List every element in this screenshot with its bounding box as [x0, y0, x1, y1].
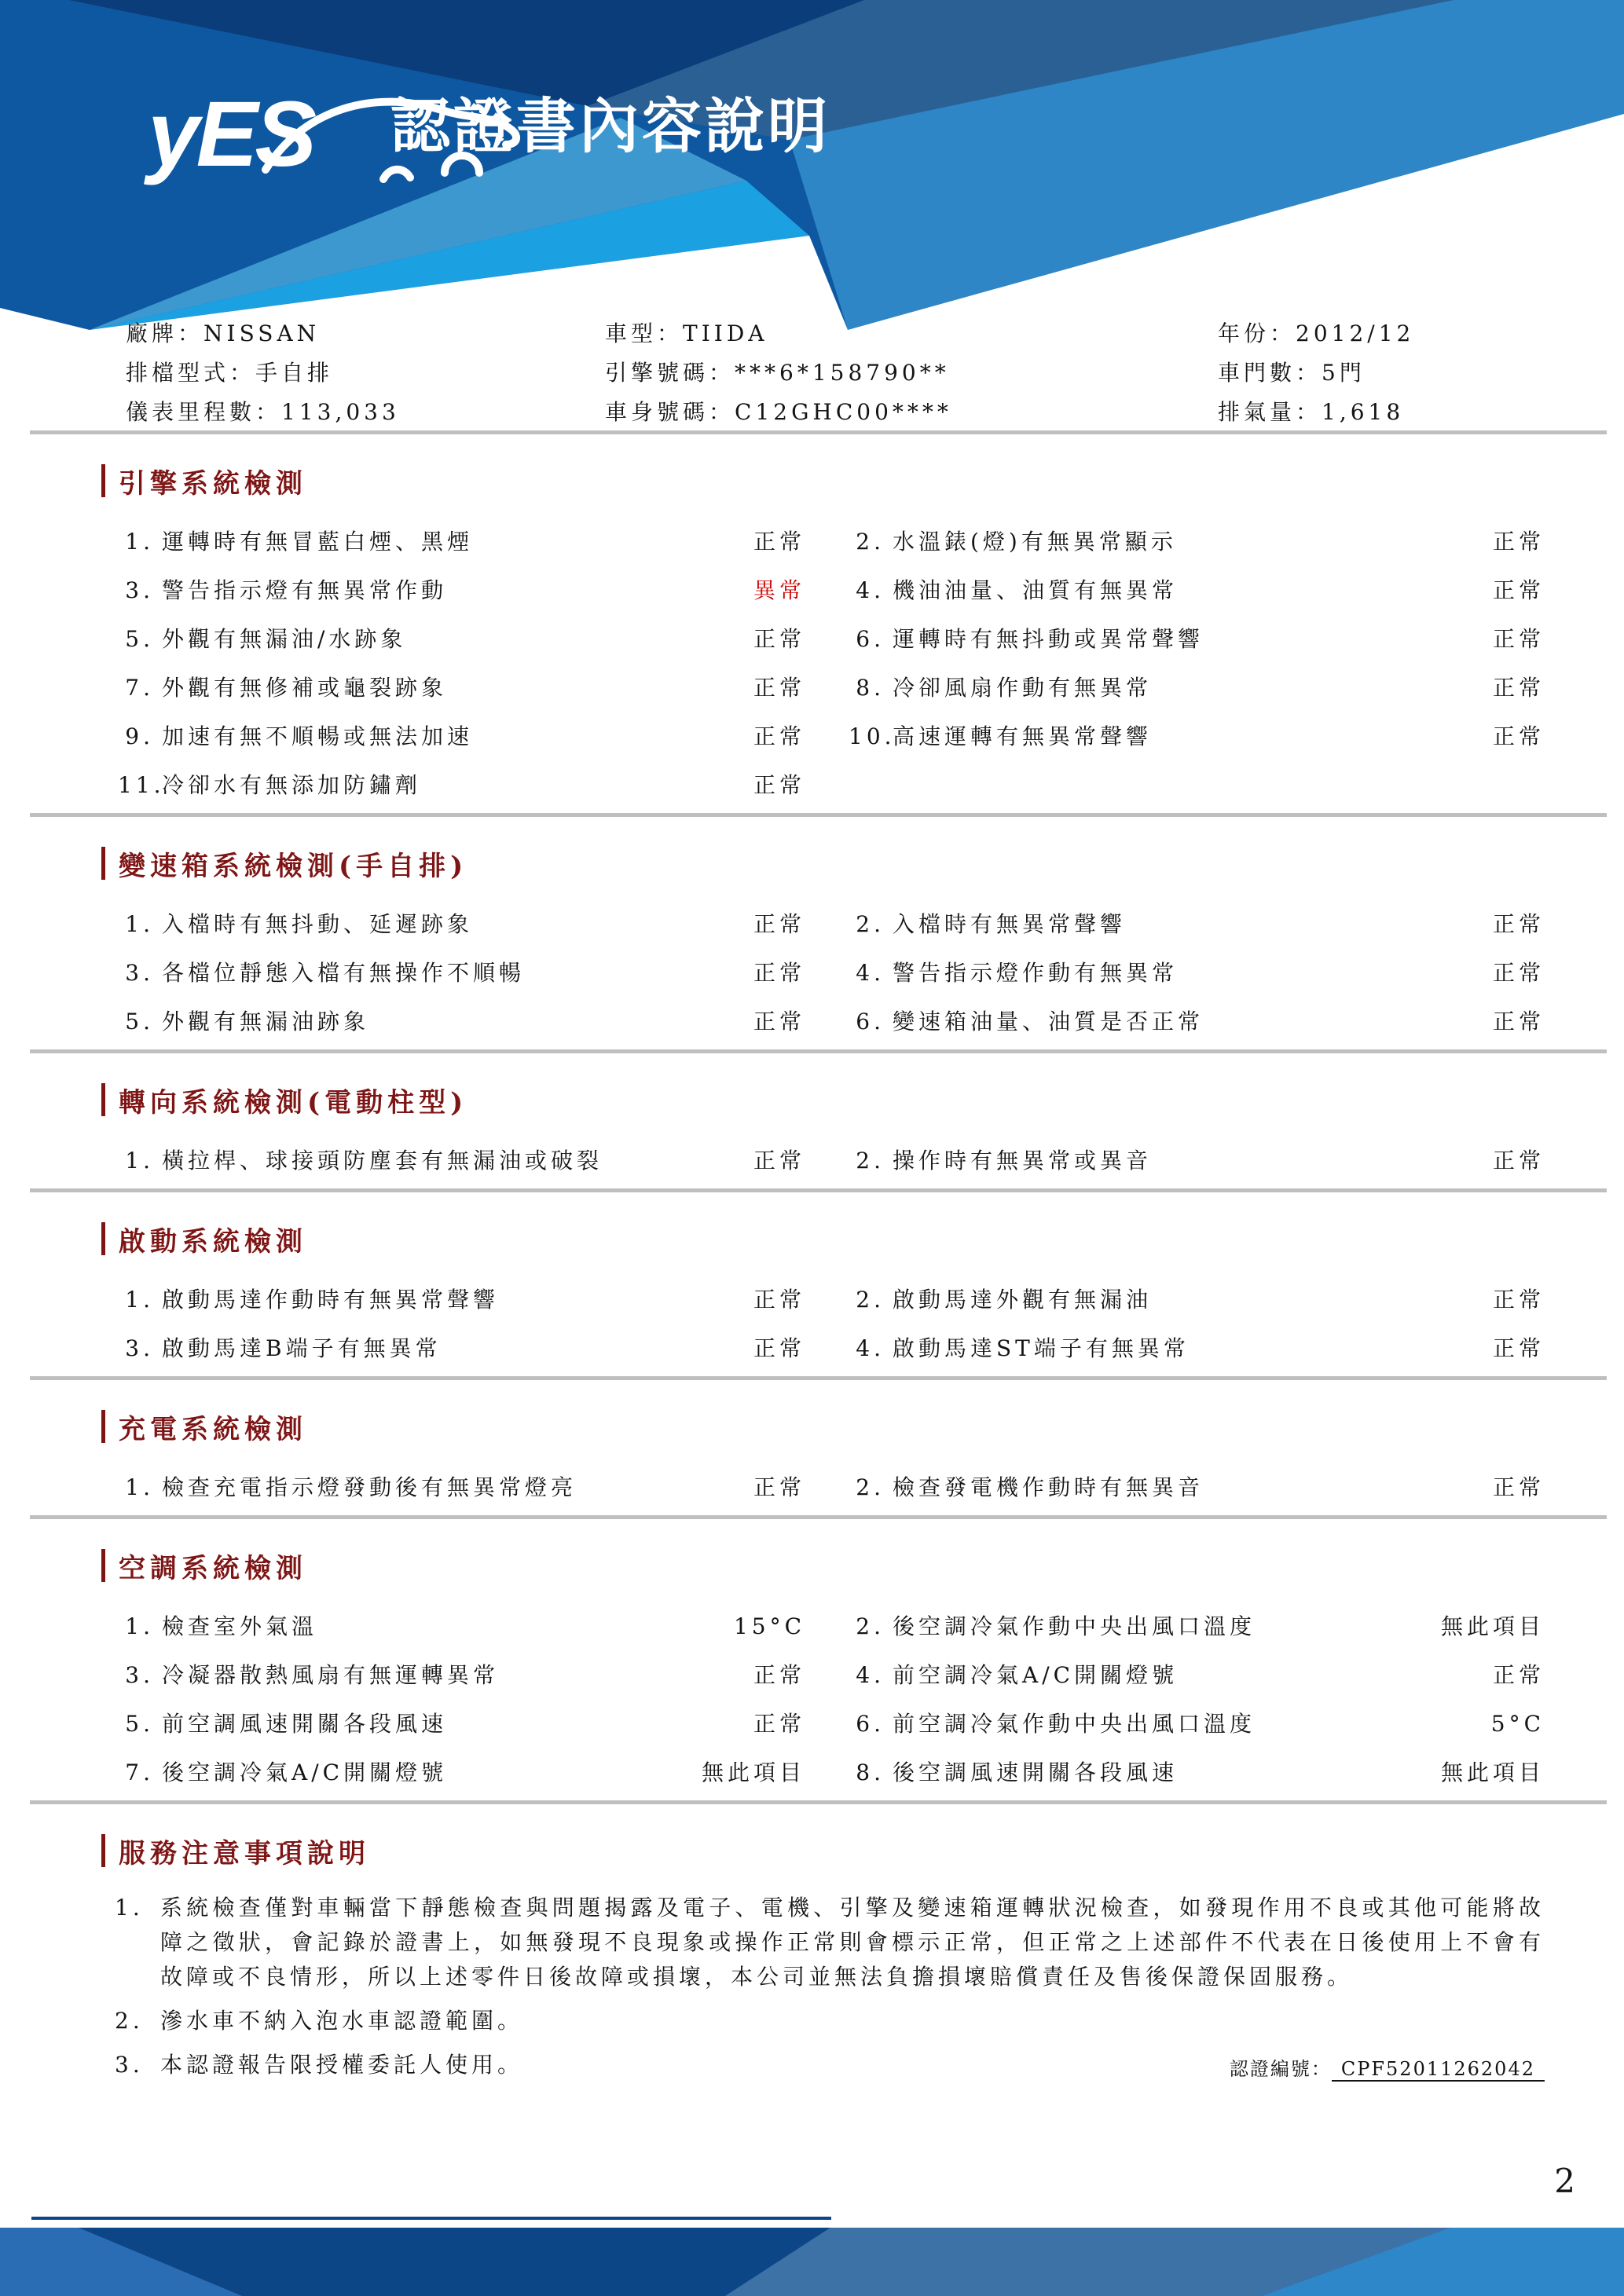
section-title-bar: [101, 1083, 105, 1116]
field-label: 廠牌：: [126, 320, 204, 346]
item-number: 3.: [125, 960, 154, 986]
item-number: 3.: [125, 1662, 154, 1688]
inspection-item: [849, 1756, 1545, 1787]
item-number: 2.: [856, 1613, 885, 1639]
cert-label: 認證編號：: [1229, 2058, 1332, 2080]
item-number: 1.: [125, 1287, 154, 1313]
section-title: [101, 463, 1545, 499]
item-number: 2.: [856, 911, 885, 937]
inspection-row: [118, 711, 1545, 760]
field-label: 車門數：: [1218, 360, 1322, 386]
item-label: 高速運轉有無異常聲響: [893, 723, 1153, 749]
item-label: 警告指示燈作動有無異常: [893, 960, 1179, 986]
inspection-item: [849, 622, 1545, 654]
vehicle-field-year: [1218, 314, 1545, 353]
footer-graphic: [0, 2228, 1624, 2296]
item-status: 正常: [753, 1474, 805, 1500]
section-title: [101, 1547, 1545, 1584]
inspection-item: [118, 1609, 805, 1641]
section-title-text: 變速箱系統檢測(手自排): [119, 850, 468, 882]
item-label: 操作時有無異常或異音: [893, 1148, 1153, 1174]
item-status: 正常: [1492, 1287, 1545, 1313]
item-label: 加速有無不順暢或無法加速: [162, 723, 474, 749]
inspection-item: [849, 525, 1545, 556]
section-title-text: 轉向系統檢測(電動柱型): [119, 1086, 468, 1119]
service-note: [115, 1891, 1545, 1994]
footer-accent-line: [31, 2217, 831, 2220]
item-number: 5.: [125, 1711, 154, 1737]
divider: [30, 1049, 1607, 1053]
section-title-bar: [101, 1834, 105, 1867]
item-status: 正常: [753, 1287, 805, 1313]
item-number: 1.: [125, 1613, 154, 1639]
divider: [30, 1376, 1607, 1380]
field-label: 車型：: [605, 320, 684, 346]
item-number: 1.: [125, 1474, 154, 1500]
item-label: 水溫錶(燈)有無異常顯示: [893, 529, 1177, 555]
item-label: 運轉時有無冒藍白煙、黑煙: [162, 529, 474, 555]
divider: [30, 1515, 1607, 1519]
item-label: 檢查充電指示燈發動後有無異常燈亮: [162, 1474, 577, 1500]
yes-logo-text: yES: [148, 82, 314, 186]
item-status: 無此項目: [1440, 1613, 1545, 1639]
item-label: 入檔時有無異常聲響: [893, 911, 1127, 937]
item-status: 正常: [1492, 723, 1545, 749]
inspection-row: [118, 899, 1545, 947]
inspection-row: [118, 1650, 1545, 1698]
inspection-row: [118, 613, 1545, 662]
item-status: 15°C: [733, 1613, 805, 1639]
section-rows: [118, 899, 1545, 1045]
field-value: 2012/12: [1296, 320, 1415, 346]
inspection-item: [118, 720, 805, 751]
note-text: 系統檢查僅對車輛當下靜態檢查與問題揭露及電子、電機、引擎及變速箱運轉狀況檢查，如發現作用不良或其他可能將故障之徵狀，會記錄於證書上，如無發現不良現象或操作正常則會標示正常，但正常之上述部件不代表在日後使用上不會有故障或不良情形，所以上述零件日後故障或損壞，本公司並無法負擔損壞賠償責任及售後保證保固服務。: [160, 1895, 1545, 1990]
section-title: [101, 1408, 1545, 1445]
item-status: 5°C: [1490, 1711, 1545, 1737]
item-status: 正常: [753, 911, 805, 937]
field-label: 年份：: [1218, 320, 1296, 346]
item-number: 4.: [856, 1335, 885, 1361]
inspection-body: [115, 430, 1545, 2082]
inspection-item: [849, 1283, 1545, 1314]
item-label: 警告指示燈有無異常作動: [162, 577, 448, 603]
item-status: 正常: [1492, 960, 1545, 986]
item-label: 啟動馬達作動時有無異常聲響: [162, 1287, 500, 1313]
item-number: 6.: [856, 626, 885, 652]
item-label: 冷卻水有無添加防鏽劑: [162, 772, 422, 798]
section-rows: [118, 516, 1545, 808]
item-status: 異常: [753, 577, 805, 603]
inspection-item: [118, 907, 805, 939]
inspection-item: [118, 956, 805, 987]
cert-value: CPF52011262042: [1332, 2058, 1545, 2082]
item-number: 1.: [125, 1148, 154, 1174]
section-rows: [118, 1601, 1545, 1796]
item-number: 7.: [125, 1760, 154, 1785]
item-number: 7.: [125, 675, 154, 701]
item-status: 正常: [753, 772, 805, 798]
item-label: 啟動馬達ST端子有無異常: [893, 1335, 1190, 1361]
field-value: TIIDA: [683, 320, 768, 346]
item-number: 9.: [125, 723, 154, 749]
inspection-item: [118, 1756, 805, 1787]
item-status: 無此項目: [1440, 1760, 1545, 1785]
item-label: 運轉時有無抖動或異常聲響: [893, 626, 1204, 652]
inspection-item: [849, 671, 1545, 702]
item-status: 正常: [753, 1335, 805, 1361]
item-number: 8.: [856, 675, 885, 701]
item-label: 後空調冷氣作動中央出風口溫度: [893, 1613, 1256, 1639]
item-label: 冷凝器散熱風扇有無運轉異常: [162, 1662, 500, 1688]
section-4: [118, 1221, 1545, 1380]
section-rows: [118, 1274, 1545, 1371]
note-number: 1.: [115, 1895, 144, 1921]
header-banner: [0, 0, 1624, 330]
section-rows: [118, 1462, 1545, 1511]
inspection-row: [118, 1323, 1545, 1371]
item-number: 3.: [125, 1335, 154, 1361]
section-5: [118, 1408, 1545, 1519]
divider: [30, 813, 1607, 817]
vehicle-info: [126, 314, 1545, 432]
section-3: [118, 1082, 1545, 1192]
item-number: 2.: [856, 1474, 885, 1500]
vehicle-field-engine-no: [605, 353, 1218, 393]
item-label: 前空調冷氣A/C開關燈號: [893, 1662, 1179, 1688]
inspection-item: [118, 1144, 805, 1175]
item-status: 正常: [753, 723, 805, 749]
inspection-item: [849, 1005, 1545, 1036]
inspection-item: [849, 1658, 1545, 1690]
inspection-item: [849, 907, 1545, 939]
field-value: 113,033: [281, 399, 400, 425]
note-text: 滲水車不納入泡水車認證範圍。: [160, 2008, 524, 2034]
vehicle-field-doors: [1218, 353, 1545, 393]
inspection-item: [118, 671, 805, 702]
item-label: 變速箱油量、油質是否正常: [893, 1009, 1204, 1034]
item-number: 5.: [125, 626, 154, 652]
service-notes: [115, 1833, 1545, 2082]
item-label: 機油油量、油質有無異常: [893, 577, 1179, 603]
item-number: 3.: [125, 577, 154, 603]
inspection-item: [849, 1331, 1545, 1363]
section-title-text: 引擎系統檢測: [119, 467, 307, 500]
inspection-item: [118, 525, 805, 556]
inspection-item: [118, 1005, 805, 1036]
notes-title-text: 服務注意事項說明: [119, 1837, 370, 1869]
notes-title: [101, 1833, 1545, 1869]
item-status: 正常: [1492, 1474, 1545, 1500]
inspection-item: [118, 573, 805, 605]
item-label: 外觀有無漏油/水跡象: [162, 626, 407, 652]
item-label: 啟動馬達B端子有無異常: [162, 1335, 442, 1361]
inspection-item: [118, 1331, 805, 1363]
item-status: 正常: [753, 529, 805, 555]
item-status: 正常: [753, 626, 805, 652]
section-title-bar: [101, 464, 105, 497]
item-status: 正常: [1492, 911, 1545, 937]
section-title: [101, 845, 1545, 881]
item-label: 檢查發電機作動時有無異音: [893, 1474, 1204, 1500]
item-status: 無此項目: [701, 1760, 805, 1785]
item-status: 正常: [753, 960, 805, 986]
vehicle-field-gearbox: [126, 353, 605, 393]
item-status: 正常: [753, 1662, 805, 1688]
inspection-item: [849, 720, 1545, 751]
item-status: 正常: [753, 1009, 805, 1034]
field-value: 手自排: [255, 360, 334, 386]
item-label: 前空調冷氣作動中央出風口溫度: [893, 1711, 1256, 1737]
inspection-item: [118, 1707, 805, 1738]
service-note: [115, 2004, 1545, 2038]
section-6: [118, 1547, 1545, 1804]
page-number: 2: [1554, 2162, 1575, 2200]
section-title-text: 充電系統檢測: [119, 1413, 307, 1445]
item-number: 6.: [856, 1711, 885, 1737]
item-label: 各檔位靜態入檔有無操作不順暢: [162, 960, 526, 986]
field-label: 排氣量：: [1218, 399, 1322, 425]
inspection-item: [849, 573, 1545, 605]
item-status: 正常: [753, 1711, 805, 1737]
item-number: 2.: [856, 1287, 885, 1313]
divider: [30, 430, 1607, 434]
item-status: 正常: [753, 675, 805, 701]
inspection-row: [118, 1274, 1545, 1323]
divider: [30, 1188, 1607, 1192]
inspection-item: [849, 1609, 1545, 1641]
item-number: 8.: [856, 1760, 885, 1785]
section-1: [118, 463, 1545, 817]
item-label: 前空調風速開關各段風速: [162, 1711, 448, 1737]
item-status: 正常: [1492, 529, 1545, 555]
inspection-row: [118, 516, 1545, 565]
page-title: 認證書內容說明: [390, 93, 830, 160]
item-number: 4.: [856, 577, 885, 603]
field-label: 引擎號碼：: [605, 360, 735, 386]
inspection-item: [118, 1283, 805, 1314]
inspection-row: [118, 565, 1545, 613]
item-status: 正常: [1492, 1335, 1545, 1361]
field-label: 儀表里程數：: [126, 399, 282, 425]
item-number: 2.: [856, 529, 885, 555]
item-number: 1.: [125, 911, 154, 937]
inspection-row: [118, 947, 1545, 996]
inspection-row: [118, 1747, 1545, 1796]
item-label: 橫拉桿、球接頭防塵套有無漏油或破裂: [162, 1148, 603, 1174]
item-status: 正常: [1492, 626, 1545, 652]
inspection-row: [118, 1135, 1545, 1184]
item-label: 入檔時有無抖動、延遲跡象: [162, 911, 474, 937]
inspection-item: [118, 1658, 805, 1690]
section-title-bar: [101, 1222, 105, 1255]
item-label: 外觀有無修補或龜裂跡象: [162, 675, 448, 701]
section-title: [101, 1082, 1545, 1118]
field-value: NISSAN: [203, 320, 321, 346]
section-title-bar: [101, 1410, 105, 1443]
field-value: 5門: [1322, 360, 1366, 386]
section-2: [118, 845, 1545, 1053]
item-number: 5.: [125, 1009, 154, 1034]
field-label: 車身號碼：: [605, 399, 735, 425]
item-label: 外觀有無漏油跡象: [162, 1009, 370, 1034]
section-title-bar: [101, 1549, 105, 1582]
item-label: 後空調冷氣A/C開關燈號: [162, 1760, 448, 1785]
section-title-bar: [101, 847, 105, 880]
field-value: C12GHC00****: [735, 399, 952, 425]
sections: [118, 463, 1545, 1804]
vehicle-field-model: [605, 314, 1218, 353]
vehicle-field-mileage: [126, 393, 605, 432]
note-number: 3.: [115, 2052, 144, 2078]
field-label: 排檔型式：: [126, 360, 256, 386]
inspection-row: [118, 1601, 1545, 1650]
item-status: 正常: [1492, 1148, 1545, 1174]
inspection-item: [118, 768, 805, 800]
inspection-item: [849, 956, 1545, 987]
inspection-row: [118, 760, 1545, 808]
note-number: 2.: [115, 2008, 144, 2034]
item-label: 啟動馬達外觀有無漏油: [893, 1287, 1153, 1313]
item-number: 1.: [125, 529, 154, 555]
item-number: 11.: [118, 772, 165, 798]
item-label: 後空調風速開關各段風速: [893, 1760, 1179, 1785]
item-status: 正常: [1492, 1009, 1545, 1034]
section-title-text: 空調系統檢測: [119, 1552, 307, 1584]
inspection-row: [118, 996, 1545, 1045]
item-number: 4.: [856, 960, 885, 986]
inspection-item: [849, 1470, 1545, 1502]
section-rows: [118, 1135, 1545, 1184]
item-number: 2.: [856, 1148, 885, 1174]
section-title: [101, 1221, 1545, 1257]
inspection-item: [849, 1144, 1545, 1175]
item-number: 4.: [856, 1662, 885, 1688]
item-status: 正常: [1492, 675, 1545, 701]
note-text: 本認證報告限授權委託人使用。: [160, 2052, 524, 2078]
item-number: 6.: [856, 1009, 885, 1034]
item-status: 正常: [1492, 577, 1545, 603]
inspection-item: [849, 1707, 1545, 1738]
item-label: 檢查室外氣溫: [162, 1613, 318, 1639]
item-status: 正常: [753, 1148, 805, 1174]
vehicle-field-displacement: [1218, 393, 1545, 432]
item-status: 正常: [1492, 1662, 1545, 1688]
inspection-row: [118, 1462, 1545, 1511]
inspection-row: [118, 662, 1545, 711]
inspection-item: [118, 1470, 805, 1502]
divider: [30, 1800, 1607, 1804]
vehicle-field-brand: [126, 314, 605, 353]
certificate-number: [1230, 2053, 1545, 2081]
item-label: 冷卻風扇作動有無異常: [893, 675, 1153, 701]
field-value: 1,618: [1322, 399, 1405, 425]
field-value: ***6*158790**: [735, 360, 950, 386]
item-number: 10.: [849, 723, 896, 749]
inspection-item: [118, 622, 805, 654]
section-title-text: 啟動系統檢測: [119, 1225, 307, 1258]
vehicle-field-vin: [605, 393, 1218, 432]
inspection-row: [118, 1698, 1545, 1747]
